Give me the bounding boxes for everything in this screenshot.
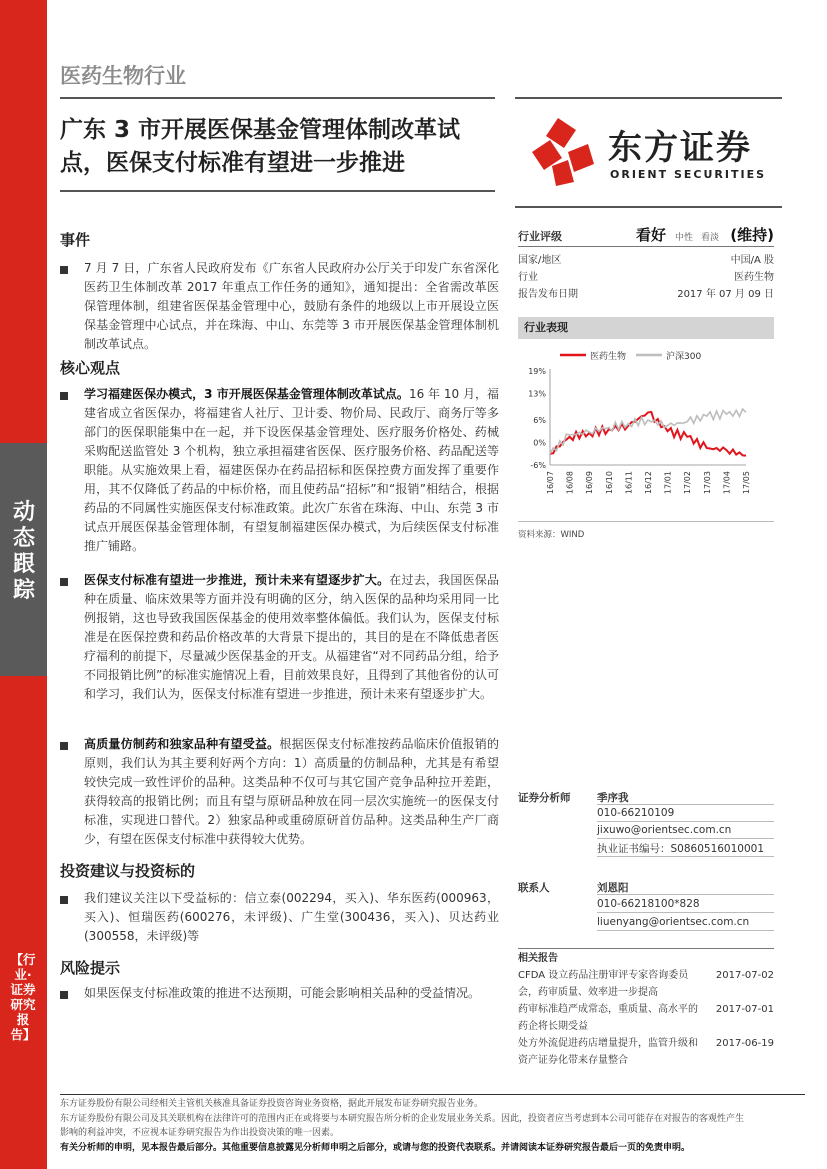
rating-opt2: 看淡 (701, 233, 720, 243)
rating-keep: (维持) (730, 226, 774, 244)
footer-line-2: 东方证券股份有限公司及其关联机构在法律许可的范围内正在或将要与本研究报告所分析的企业发展业务关系。因此，投资者应当考虑到本公司可能存在对报告的客观性产生 (60, 1113, 745, 1124)
legend-label-0: 医药生物 (590, 352, 627, 362)
related-item-2-line2: 药企将长期受益 (518, 1021, 588, 1032)
y-tick-label: -6% (530, 461, 546, 470)
analyst-email[interactable]: jixuwo@orientsec.com.cn (597, 824, 732, 836)
contact-divider (597, 912, 774, 913)
related-divider (518, 948, 774, 949)
x-tick-label: 17/04 (722, 471, 732, 495)
related-item-1-date: 2017-07-02 (715, 970, 774, 981)
y-tick-label: 13% (528, 389, 546, 399)
section-invest: 投资建议与投资标的 (60, 862, 196, 880)
analyst-divider (597, 804, 774, 805)
y-tick-label: 19% (528, 367, 546, 376)
related-item-1-line2: 会，药审质量、效率进一步提高 (518, 987, 658, 998)
footer-line-3: 影响的利益冲突，不应视本证券研究报告为作出投资决策的唯一因素。 (60, 1128, 340, 1138)
date-value: 2017 年 07 月 09 日 (677, 289, 774, 300)
contact-divider (597, 930, 774, 931)
title-divider (60, 190, 495, 192)
header-divider-left (60, 97, 495, 99)
related-item-3-line2: 资产证券化带来存量整合 (518, 1055, 628, 1066)
bullet-icon (60, 392, 68, 400)
region-value: 中国/A 股 (730, 255, 774, 266)
bullet-icon (60, 742, 68, 750)
rating-row (518, 228, 774, 246)
rating-main: 看好 (636, 226, 667, 244)
bullet-icon (60, 991, 68, 999)
core-point-2 (84, 571, 499, 704)
chart-divider (518, 521, 774, 522)
chart-source: 资料来源：WIND (518, 530, 585, 540)
related-item-1[interactable] (518, 967, 774, 1001)
bullet-icon (60, 578, 68, 586)
analyst-cert: 执业证书编号：S0860516010001 (597, 843, 765, 855)
bullet-icon (60, 896, 68, 904)
core-point-3-body: 根据医保支付标准按药品临床价值报销的原则，我们认为其主要利好两个方向：1）高质量的仿制品种，尤其是有希望较快完成一致性评价的品种。这类品种不仅可与其它国产竞争品种拉开差距，获得较高的报销比例；而且有望与原研品种放在同一层次实施统一的医保支付标准，实现进口替代。2）独家品种或重磅原研首仿品种。这类品种生产厂商少，有望在医保支付标准中获得较大优势。 (84, 737, 499, 846)
x-tick-label: 17/03 (702, 471, 712, 495)
related-item-1-line1: CFDA 设立药品注册审评专家咨询委员 (518, 970, 689, 981)
industry-tag: 医药生物行业 (60, 64, 186, 88)
related-item-2-date: 2017-07-01 (715, 1004, 774, 1015)
logo-text-cn: 东方证券 (608, 128, 752, 168)
related-item-3-line1: 处方外流促进药店增量提升，监管升级和 (518, 1038, 698, 1049)
invest-text: 我们建议关注以下受益标的：信立泰(002294，买入)、华东医药(000963，买入)、恒瑞医药(600276，未评级)、广生堂(300436，买入)、贝达药业(300558，未评级)等 (84, 891, 499, 943)
report-category-label: 【行业·证券研究报告】 (10, 952, 36, 1042)
logo-text-en: ORIENT SECURITIES (610, 168, 767, 181)
event-text: 7 月 7 日，广东省人民政府发布《广东省人民政府办公厅关于印发广东省深化医药卫生体制改革 2017 年重点工作任务的通知》，通知提出：全省需改革医保管理体制，组建省医保基金管理中心，鼓励有条件的地级以上市开展设立医保基金管理中心试点，并在珠海、中山、东莞等 3 市开展医保基金管理体制机制改革试点。 (84, 261, 499, 351)
section-event: 事件 (60, 231, 91, 249)
x-tick-label: 17/02 (683, 471, 693, 495)
contact-email[interactable]: liuenyang@orientsec.com.cn (597, 916, 750, 928)
industry-value: 医药生物 (734, 272, 774, 283)
rating-label: 行业评级 (518, 230, 562, 243)
analyst-name: 季序我 (597, 792, 629, 804)
core-point-1-body: 16 年 10 月，福建省成立省医保办，将福建省人社厅、卫计委、物价局、民政厅、商务厅等多部门的医保职能集中在一起，并下设医保基金管理处、医疗服务价格处、药械采购配送监管处 3 个机构，独立承担福建省医保、医疗服务价格、药品配送等职能。从实施效果上看，福建医保办在药品招标和医保控费方面发挥了重要作用，其不仅降低了药品的中标价格，而且使药品“招标”和“报销”相结合，根据药品的不同属性实施医保支付标准政策。此次广东省在珠海、中山、东莞 3 市试点开展医保基金管理体制，有望复制福建医保办模式，为后续医保支付标准推广铺路。 (84, 387, 500, 553)
core-point-2-heading: 医保支付标准有望进一步推进，预计未来有望逐步扩大。 (84, 573, 390, 587)
y-tick-label: 6% (533, 415, 546, 425)
contact-divider (597, 894, 774, 895)
legend-label-1: 沪深300 (666, 352, 702, 362)
y-tick-label: 0% (533, 438, 546, 448)
analyst-phone: 010-66210109 (597, 807, 675, 819)
report-title: 广东 3 市开展医保基金管理体制改革试点，医保支付标准有望进一步推进 (60, 117, 461, 176)
section-core: 核心观点 (60, 359, 121, 377)
header-divider-right (515, 97, 782, 99)
company-logo (528, 110, 788, 190)
related-item-3-date: 2017-06-19 (715, 1038, 774, 1049)
core-point-1 (84, 385, 499, 556)
core-point-1-heading: 学习福建医保办模式，3 市开展医保基金管理体制改革试点。 (84, 387, 409, 401)
chart-title: 行业表现 (518, 317, 774, 339)
analyst-divider (597, 856, 774, 857)
series-line-0 (550, 412, 746, 456)
section-risk: 风险提示 (60, 959, 121, 977)
footer-divider (60, 1094, 805, 1095)
date-label: 报告发布日期 (518, 289, 578, 300)
footer-line-4: 有关分析师的申明，见本报告最后部分。其他重要信息披露见分析师申明之后部分，或请与您的投资代表联系。并请阅读本证券研究报告最后一页的免责申明。 (60, 1142, 691, 1153)
industry-performance-chart (518, 345, 774, 515)
x-tick-label: 16/10 (604, 471, 614, 495)
report-type-label: 动态跟踪 (12, 500, 35, 603)
bullet-icon (60, 266, 68, 274)
x-tick-label: 16/11 (624, 471, 634, 495)
core-point-3 (84, 735, 499, 849)
related-item-3[interactable] (518, 1035, 774, 1069)
contact-role: 联系人 (518, 882, 550, 894)
footer-disclaimer (60, 1097, 805, 1155)
x-tick-label: 17/01 (663, 471, 673, 495)
core-point-3-heading: 高质量仿制药和独家品种有望受益。 (84, 737, 280, 751)
x-tick-label: 16/07 (546, 471, 555, 495)
analyst-role: 证券分析师 (518, 792, 571, 804)
x-tick-label: 17/05 (742, 471, 751, 495)
logo-divider (515, 206, 782, 208)
rating-opt1: 中性 (675, 233, 694, 243)
analyst-divider (597, 838, 774, 839)
x-tick-label: 16/12 (644, 471, 653, 495)
region-label: 国家/地区 (518, 255, 562, 266)
x-tick-label: 16/09 (585, 471, 595, 495)
industry-label: 行业 (518, 272, 538, 283)
core-point-2-body: 在过去，我国医保品种在质量、临床效果等方面并没有明确的区分，纳入医保的品种均采用同一比例报销，这也导致我国医保基金的使用效率整体偏低。我们认为，医保支付标准是在医保控费和药品价格改革的大背景下提出的，其目的是在不降低患者医疗福利的前提下，尽量减少医保基金的开支。从福建省“对不同药品分组，给予不同报销比例”的标准实施情况上看，目前效果良好，且得到了其他省份的认可和学习，我们认为，医保支付标准有望进一步推进，预计未来有望逐步扩大。 (84, 573, 499, 701)
related-item-2-line1: 药审标准趋严成常态，重质量、高水平的 (518, 1004, 698, 1015)
footer-line-1: 东方证券股份有限公司经相关主管机关核准具备证券投资咨询业务资格，据此开展发布证券研究报告业务。 (60, 1099, 484, 1109)
rating-divider (518, 246, 774, 247)
related-item-2[interactable] (518, 1001, 774, 1035)
contact-phone: 010-66218100*828 (597, 898, 700, 910)
risk-text: 如果医保支付标准政策的推进不达预期，可能会影响相关品种的受益情况。 (84, 986, 481, 1000)
logo-mark-icon (528, 110, 598, 190)
analyst-divider (597, 821, 774, 822)
contact-name: 刘恩阳 (597, 882, 629, 894)
x-tick-label: 16/08 (565, 471, 575, 495)
related-title: 相关报告 (518, 953, 558, 964)
